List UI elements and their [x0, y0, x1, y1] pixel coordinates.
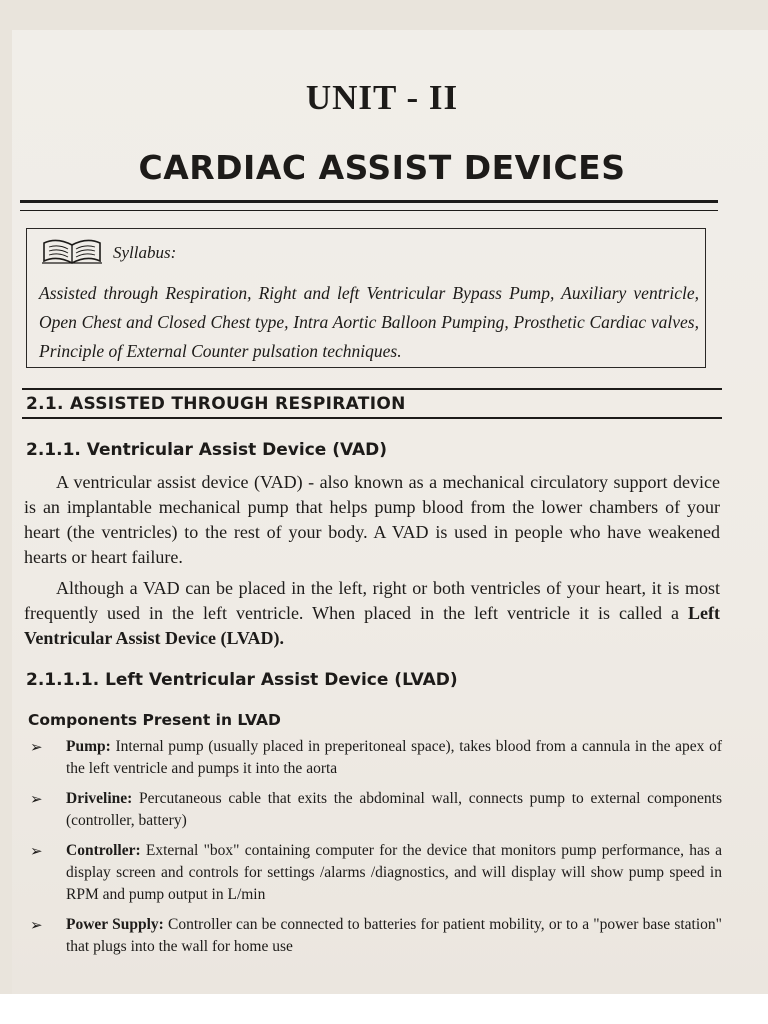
syllabus-box: [26, 228, 706, 368]
page-margin-bottom: [0, 994, 768, 1024]
list-item: [26, 914, 722, 958]
component-term: Driveline:: [66, 790, 133, 807]
document-page: [12, 30, 768, 994]
unit-title: UNIT - II: [305, 78, 459, 117]
component-term: Pump:: [66, 738, 111, 755]
list-item: [26, 788, 722, 832]
components-list: [26, 736, 722, 966]
section-rule-bottom: [22, 417, 722, 419]
chapter-title: CARDIAC ASSIST DEVICES: [138, 148, 626, 187]
component-text: External "box" containing computer for the device that monitors pump performance, has a display screen and controls for settings /alarms /diagnostics, and will display will show pump speed in RPM and pump output in L/min: [66, 842, 722, 903]
component-text: Percutaneous cable that exits the abdominal wall, connects pump to external components (controller, battery): [66, 790, 722, 829]
subsection-heading: 2.1.1. Ventricular Assist Device (VAD): [26, 440, 388, 460]
paragraph-2: [24, 576, 720, 651]
components-heading: Components Present in LVAD: [28, 711, 281, 729]
open-book-icon: [41, 235, 103, 265]
component-text: Controller can be connected to batteries for patient mobility, or to a "power base station" that plugs into the wall for home use: [66, 916, 722, 955]
bullet-arrow-icon: ➢: [30, 842, 43, 860]
syllabus-label: Syllabus:: [113, 243, 177, 262]
section-rule-top: [22, 388, 722, 390]
paragraph-1: A ventricular assist device (VAD) - also known as a mechanical circulatory support device is an implantable mechanical pump that helps pump blood from the lower chambers of your heart (the ventricles) to the rest of your body. A VAD is used in people who have weakened hearts or heart failure.: [24, 472, 720, 567]
component-text: Internal pump (usually placed in preperitoneal space), takes blood from a cannula in the apex of the left ventricle and pumps it into the aorta: [66, 738, 722, 777]
sub-subsection-heading: 2.1.1.1. Left Ventricular Assist Device (LVAD): [26, 670, 458, 690]
paragraph-2-text: Although a VAD can be placed in the left, right or both ventricles of your heart, it is most frequently used in the left ventricle. When placed in the left ventricle it is called a: [24, 578, 720, 623]
list-item: [26, 736, 722, 780]
bullet-arrow-icon: ➢: [30, 738, 43, 756]
syllabus-text: Assisted through Respiration, Right and left Ventricular Bypass Pump, Auxiliary ventricle, Open Chest and Closed Chest type, Intra Aortic Balloon Pumping, Prosthetic Cardiac valves, Principle of External Counter pulsation techniques.: [39, 283, 699, 361]
list-item: [26, 840, 722, 906]
component-term: Power Supply:: [66, 916, 164, 933]
component-term: Controller:: [66, 842, 141, 859]
title-divider: [20, 200, 718, 211]
bullet-arrow-icon: ➢: [30, 916, 43, 934]
bullet-arrow-icon: ➢: [30, 790, 43, 808]
section-heading: 2.1. ASSISTED THROUGH RESPIRATION: [26, 394, 406, 414]
paragraph-2-bold: Left Ventricular Assist Device (LVAD).: [24, 603, 720, 648]
